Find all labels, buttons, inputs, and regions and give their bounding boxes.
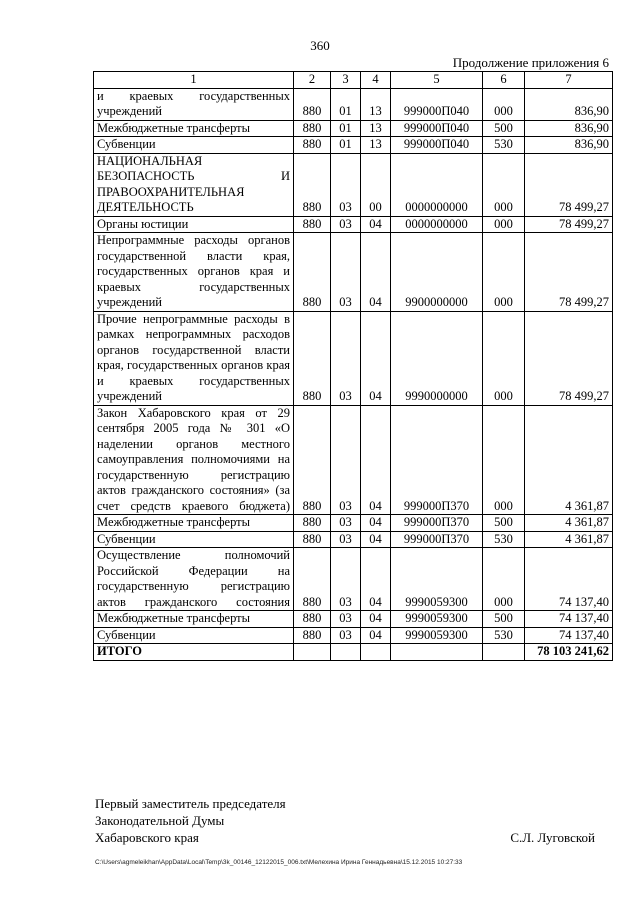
table-row bbox=[94, 137, 613, 154]
row-cell: 836,90 bbox=[525, 120, 613, 137]
row-label: Субвенции bbox=[94, 531, 294, 548]
row-label: Межбюджетные трансферты bbox=[94, 515, 294, 532]
row-label: Прочие непрограммные расходы в рамках непрограммных расходов органов государственной власти края, государственных органов края и краевых государственных учреждений bbox=[94, 311, 294, 405]
column-header: 5 bbox=[391, 72, 483, 89]
row-cell: 04 bbox=[361, 233, 391, 312]
continuation-note: Продолжение приложения 6 bbox=[452, 55, 609, 70]
row-cell: 880 bbox=[294, 153, 331, 216]
page-number: 360 bbox=[310, 38, 330, 53]
row-cell: 000 bbox=[483, 548, 525, 611]
row-cell: 00 bbox=[361, 153, 391, 216]
row-cell: 530 bbox=[483, 627, 525, 644]
row-cell: 500 bbox=[483, 120, 525, 137]
row-cell: 000 bbox=[483, 216, 525, 233]
row-cell: 13 bbox=[361, 120, 391, 137]
row-cell: 880 bbox=[294, 531, 331, 548]
row-cell: 0000000000 bbox=[391, 216, 483, 233]
row-cell: 03 bbox=[331, 311, 361, 405]
row-cell bbox=[361, 644, 391, 661]
row-label: ИТОГО bbox=[94, 644, 294, 661]
row-cell: 999000П040 bbox=[391, 137, 483, 154]
row-cell: 04 bbox=[361, 311, 391, 405]
row-cell: 000 bbox=[483, 153, 525, 216]
row-cell: 78 499,27 bbox=[525, 153, 613, 216]
row-label: Непрограммные расходы органов государственной власти края, государственных органов края и краевых государственных учреждений bbox=[94, 233, 294, 312]
table-row bbox=[94, 548, 613, 611]
row-cell: 999000П040 bbox=[391, 120, 483, 137]
row-cell: 03 bbox=[331, 515, 361, 532]
row-label: Межбюджетные трансферты bbox=[94, 611, 294, 628]
row-cell: 74 137,40 bbox=[525, 611, 613, 628]
row-cell: 9990059300 bbox=[391, 627, 483, 644]
row-cell: 04 bbox=[361, 216, 391, 233]
table-row bbox=[94, 311, 613, 405]
row-cell: 836,90 bbox=[525, 88, 613, 120]
row-cell: 03 bbox=[331, 405, 361, 515]
row-cell bbox=[331, 644, 361, 661]
signature-block bbox=[95, 795, 595, 846]
row-cell: 04 bbox=[361, 548, 391, 611]
row-cell: 9990059300 bbox=[391, 611, 483, 628]
row-cell: 74 137,40 bbox=[525, 548, 613, 611]
row-cell: 880 bbox=[294, 611, 331, 628]
row-label: Закон Хабаровского края от 29 сентября 2005 года № 301 «О наделении органов местного самоуправления полномочиями на государственную регистрацию актов гражданского состояния» (за счет средств краевого бюджета) bbox=[94, 405, 294, 515]
row-cell: 03 bbox=[331, 611, 361, 628]
row-cell: 9900000000 bbox=[391, 233, 483, 312]
row-cell: 4 361,87 bbox=[525, 515, 613, 532]
row-cell: 880 bbox=[294, 120, 331, 137]
table-row bbox=[94, 611, 613, 628]
column-header: 4 bbox=[361, 72, 391, 89]
signatory-name: С.Л. Луговской bbox=[510, 830, 595, 845]
row-cell: 836,90 bbox=[525, 137, 613, 154]
row-label: Субвенции bbox=[94, 627, 294, 644]
row-cell: 03 bbox=[331, 233, 361, 312]
table-row bbox=[94, 153, 613, 216]
row-label: Субвенции bbox=[94, 137, 294, 154]
table-row bbox=[94, 515, 613, 532]
row-cell: 880 bbox=[294, 627, 331, 644]
row-label: и краевых государственных учреждений bbox=[94, 88, 294, 120]
row-cell: 880 bbox=[294, 216, 331, 233]
row-cell: 01 bbox=[331, 120, 361, 137]
row-cell: 9990000000 bbox=[391, 311, 483, 405]
column-header: 1 bbox=[94, 72, 294, 89]
row-cell: 03 bbox=[331, 153, 361, 216]
row-cell: 999000П370 bbox=[391, 531, 483, 548]
table-row bbox=[94, 88, 613, 120]
row-cell: 4 361,87 bbox=[525, 531, 613, 548]
row-cell: 0000000000 bbox=[391, 153, 483, 216]
row-cell: 880 bbox=[294, 548, 331, 611]
row-cell: 04 bbox=[361, 405, 391, 515]
table-header-row bbox=[94, 72, 613, 89]
signature-line: Законодательной Думы bbox=[95, 813, 225, 828]
row-cell: 999000П370 bbox=[391, 515, 483, 532]
row-label: Осуществление полномочий Российской Федерации на государственную регистрацию актов гражданского состояния bbox=[94, 548, 294, 611]
row-cell: 03 bbox=[331, 627, 361, 644]
table-row bbox=[94, 627, 613, 644]
table-row bbox=[94, 531, 613, 548]
row-cell: 04 bbox=[361, 627, 391, 644]
row-cell: 74 137,40 bbox=[525, 627, 613, 644]
row-cell: 78 103 241,62 bbox=[525, 644, 613, 661]
row-cell: 04 bbox=[361, 531, 391, 548]
row-cell: 04 bbox=[361, 611, 391, 628]
budget-table bbox=[93, 71, 613, 661]
row-label: Межбюджетные трансферты bbox=[94, 120, 294, 137]
row-cell: 03 bbox=[331, 548, 361, 611]
row-cell: 04 bbox=[361, 515, 391, 532]
row-cell: 880 bbox=[294, 88, 331, 120]
row-cell: 000 bbox=[483, 405, 525, 515]
column-header: 3 bbox=[331, 72, 361, 89]
row-label: НАЦИОНАЛЬНАЯ БЕЗОПАСНОСТЬ И ПРАВООХРАНИТЕЛЬНАЯ ДЕЯТЕЛЬНОСТЬ bbox=[94, 153, 294, 216]
row-cell: 880 bbox=[294, 515, 331, 532]
row-cell: 880 bbox=[294, 137, 331, 154]
footer-file-path: C:\Users\agmeleikhan\AppData\Local\Temp\3k_00146_12122015_006.txt\Мелехина Ирина Геннадьевна\15.12.2015 10:27:33 bbox=[95, 859, 463, 866]
signature-line: Первый заместитель председателя bbox=[95, 796, 286, 811]
table-row bbox=[94, 644, 613, 661]
row-cell: 000 bbox=[483, 311, 525, 405]
row-cell: 13 bbox=[361, 88, 391, 120]
signature-line: Хабаровского края bbox=[95, 830, 199, 845]
row-cell: 13 bbox=[361, 137, 391, 154]
row-cell: 000 bbox=[483, 233, 525, 312]
row-cell bbox=[294, 644, 331, 661]
row-cell: 78 499,27 bbox=[525, 233, 613, 312]
row-cell: 880 bbox=[294, 311, 331, 405]
row-cell: 03 bbox=[331, 531, 361, 548]
column-header: 2 bbox=[294, 72, 331, 89]
row-cell: 880 bbox=[294, 233, 331, 312]
table-row bbox=[94, 405, 613, 515]
row-cell bbox=[483, 644, 525, 661]
row-label: Органы юстиции bbox=[94, 216, 294, 233]
row-cell: 78 499,27 bbox=[525, 216, 613, 233]
row-cell: 78 499,27 bbox=[525, 311, 613, 405]
table-row bbox=[94, 120, 613, 137]
row-cell: 880 bbox=[294, 405, 331, 515]
row-cell: 03 bbox=[331, 216, 361, 233]
column-header: 6 bbox=[483, 72, 525, 89]
row-cell: 530 bbox=[483, 137, 525, 154]
row-cell: 9990059300 bbox=[391, 548, 483, 611]
column-header: 7 bbox=[525, 72, 613, 89]
row-cell: 4 361,87 bbox=[525, 405, 613, 515]
row-cell: 000 bbox=[483, 88, 525, 120]
table-row bbox=[94, 216, 613, 233]
row-cell: 999000П040 bbox=[391, 88, 483, 120]
row-cell: 999000П370 bbox=[391, 405, 483, 515]
row-cell bbox=[391, 644, 483, 661]
row-cell: 500 bbox=[483, 515, 525, 532]
row-cell: 01 bbox=[331, 88, 361, 120]
row-cell: 530 bbox=[483, 531, 525, 548]
table-row bbox=[94, 233, 613, 312]
row-cell: 500 bbox=[483, 611, 525, 628]
row-cell: 01 bbox=[331, 137, 361, 154]
